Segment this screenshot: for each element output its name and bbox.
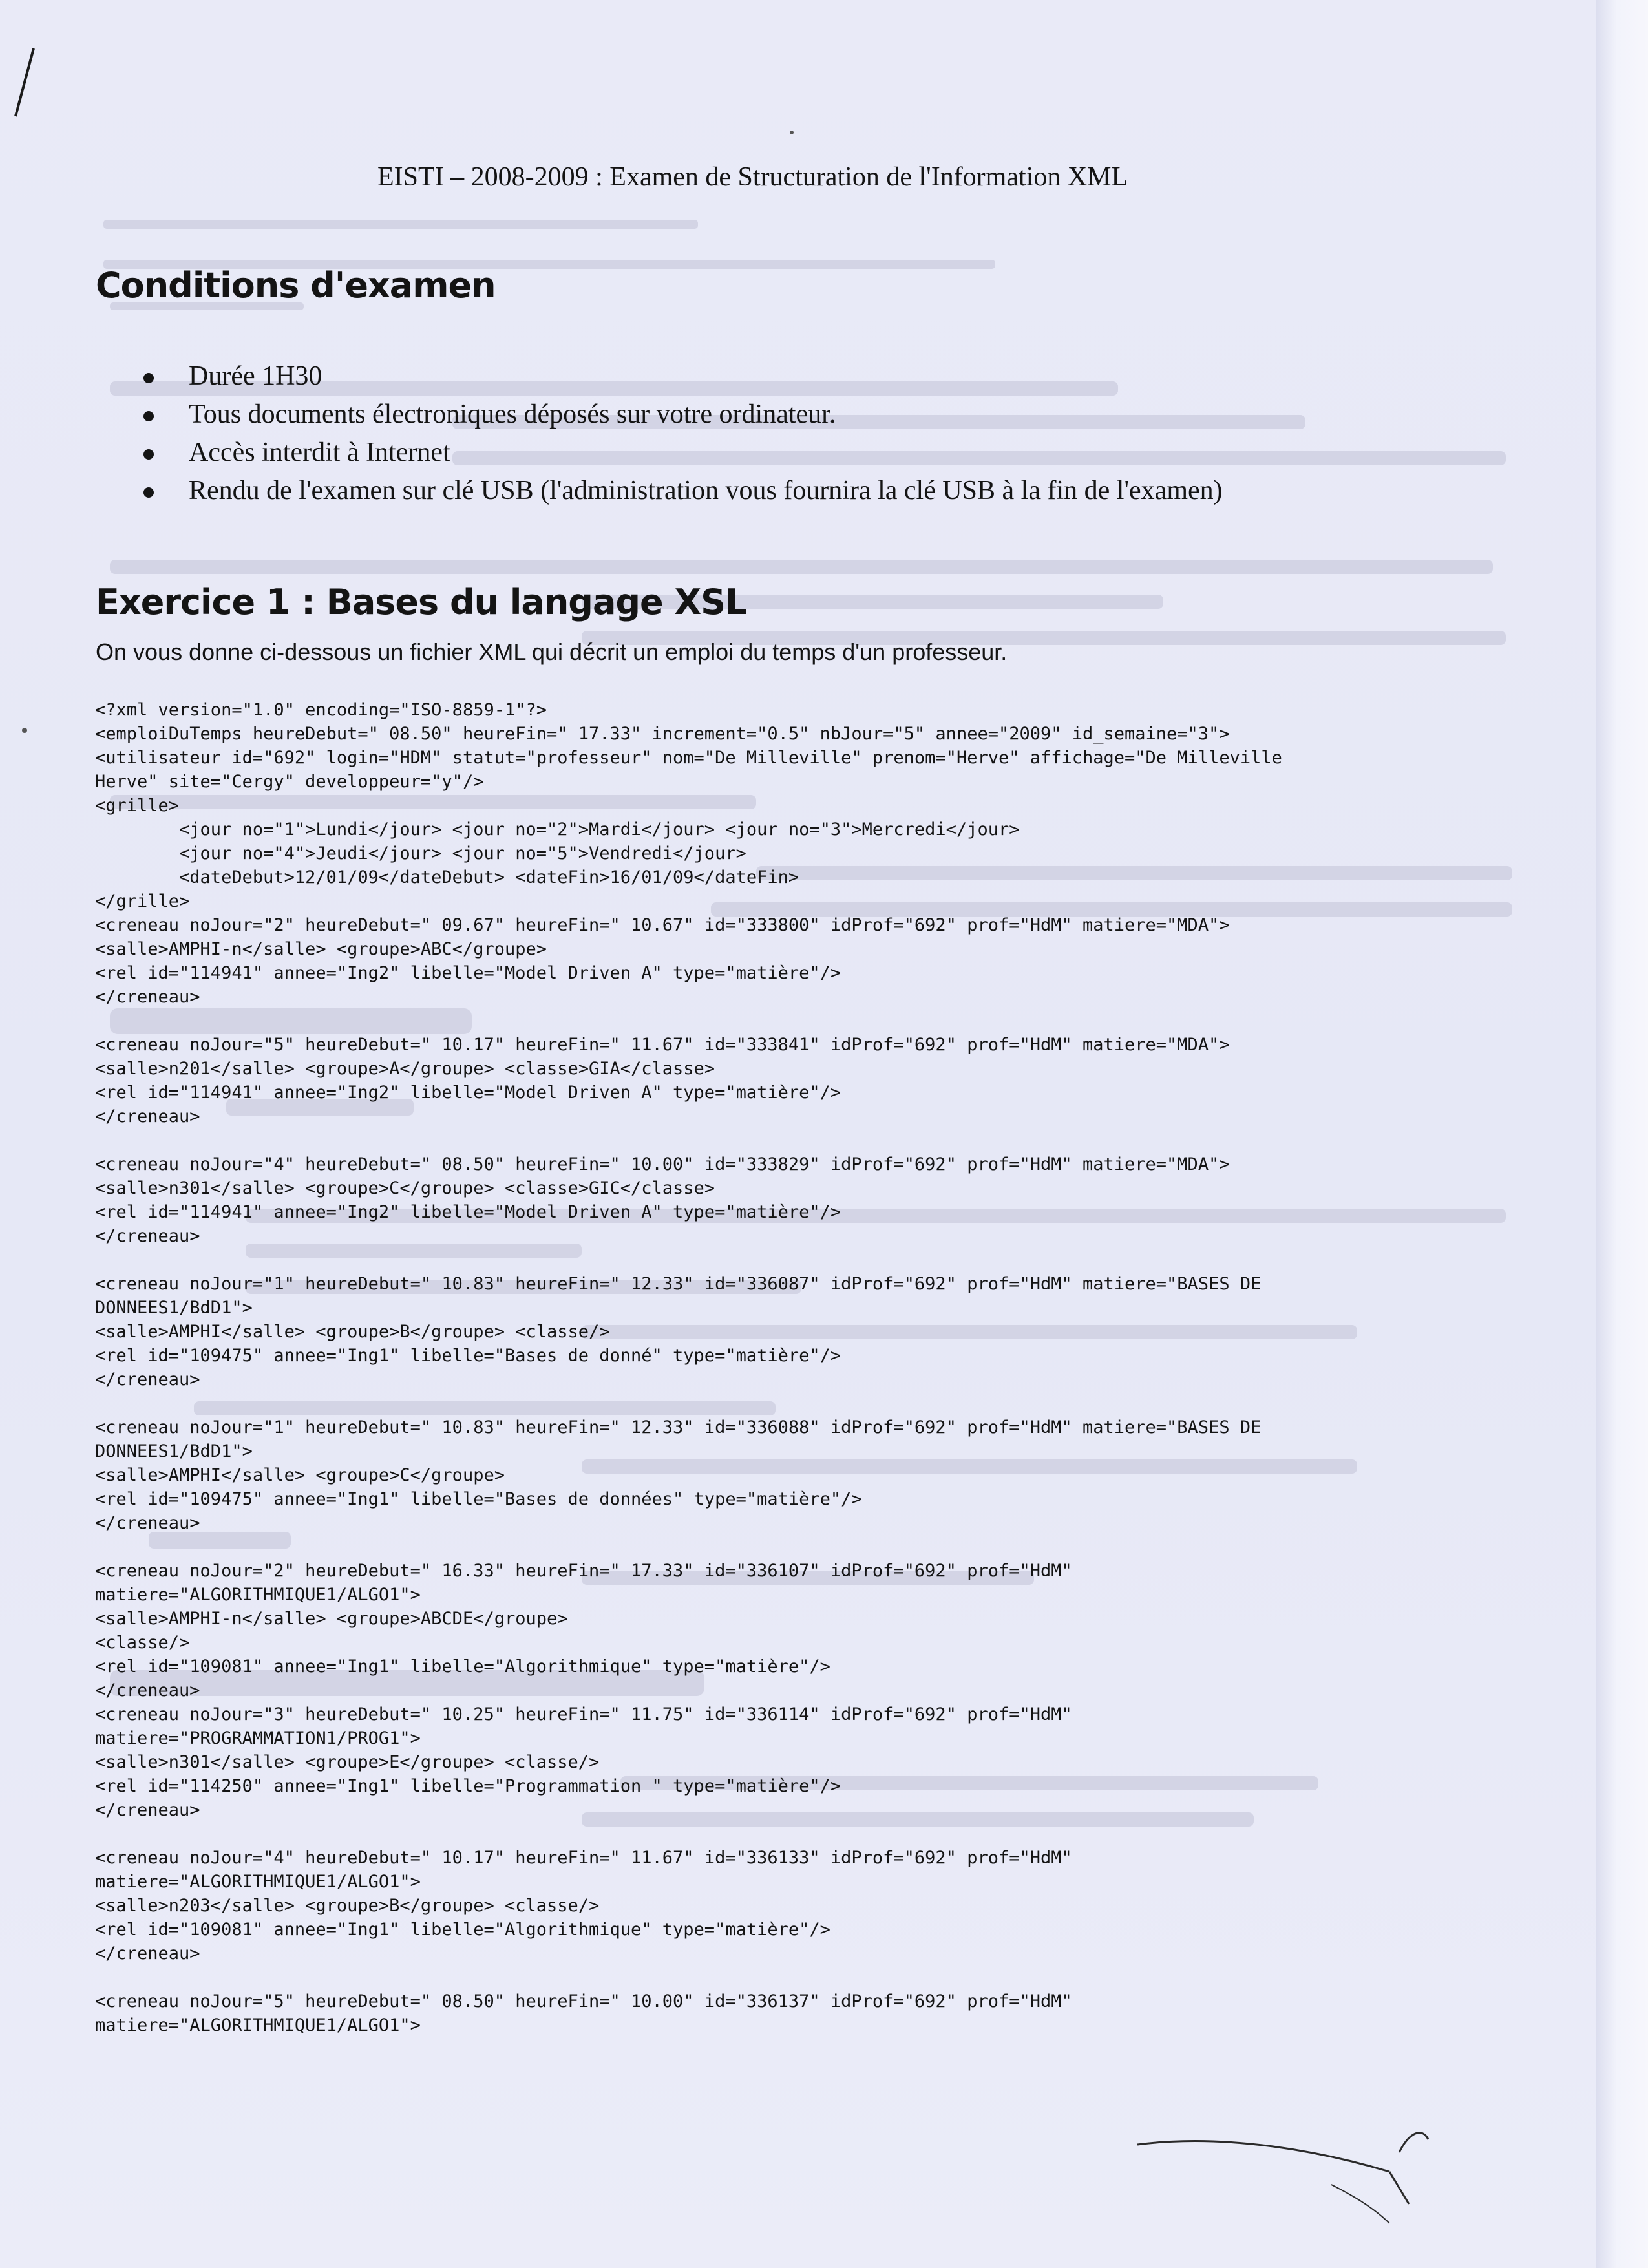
code-line: <rel id="114250" annee="Ing1" libelle="Programmation " type="matière"/> [95,1776,841,1796]
code-line: <rel id="114941" annee="Ing2" libelle="Model Driven A" type="matière"/> [95,963,841,983]
code-line: <rel id="109475" annee="Ing1" libelle="Bases de données" type="matière"/> [95,1489,862,1509]
code-line: matiere="ALGORITHMIQUE1/ALGO1"> [95,1872,421,1892]
code-line: <salle>AMPHI</salle> <groupe>C</groupe> [95,1465,505,1485]
code-line: </creneau> [95,1107,200,1127]
condition-text: Durée 1H30 [189,361,322,391]
code-line [95,1248,1517,1272]
code-line: </creneau> [95,1370,200,1390]
code-line: </creneau> [95,1944,200,1964]
code-line: <creneau noJour="4" heureDebut=" 10.17" heureFin=" 11.67" id="336133" idProf="692" prof="HdM" [95,1848,1072,1868]
code-line: </creneau> [95,1680,200,1701]
code-line: <salle>AMPHI-n</salle> <groupe>ABCDE</groupe> [95,1609,568,1629]
code-line [95,1535,1517,1559]
code-line [95,1966,1517,1989]
code-line: <salle>n301</salle> <groupe>E</groupe> <classe/> [95,1752,600,1772]
document-header: EISTI – 2008-2009 : Examen de Structuration de l'Information XML [377,162,1128,192]
code-line: <creneau noJour="5" heureDebut=" 10.17" heureFin=" 11.67" id="333841" idProf="692" prof="HdM" matiere="MDA"> [95,1035,1230,1055]
bullet-icon [143,411,154,421]
code-line: </grille> [95,891,190,911]
condition-text: Rendu de l'examen sur clé USB (l'administration vous fournira la clé USB à la fin de l'examen) [189,476,1223,505]
code-line: <salle>AMPHI</salle> <groupe>B</groupe> <classe/> [95,1322,610,1342]
code-line: matiere="ALGORITHMIQUE1/ALGO1"> [95,1585,421,1605]
code-line: DONNEES1/BdD1"> [95,1441,253,1461]
code-line: matiere="PROGRAMMATION1/PROG1"> [95,1728,421,1748]
condition-item [136,357,1223,396]
condition-text: Tous documents électroniques déposés sur votre ordinateur. [189,399,836,429]
code-line: matiere="ALGORITHMIQUE1/ALGO1"> [95,2015,421,2035]
code-line: <salle>n201</salle> <groupe>A</groupe> <classe>GIA</classe> [95,1059,715,1079]
xml-listing [95,698,1517,2037]
condition-item [136,434,1223,472]
code-line: <creneau noJour="4" heureDebut=" 08.50" heureFin=" 10.00" id="333829" idProf="692" prof="HdM" matiere="MDA"> [95,1154,1230,1174]
code-line: <jour no="4">Jeudi</jour> <jour no="5">Vendredi</jour> [95,843,746,864]
code-line: <salle>n301</salle> <groupe>C</groupe> <classe>GIC</classe> [95,1178,715,1198]
code-line: <creneau noJour="2" heureDebut=" 09.67" heureFin=" 10.67" id="333800" idProf="692" prof="HdM" matiere="MDA"> [95,915,1230,935]
exercise1-heading: Exercice 1 : Bases du langage XSL [96,582,747,622]
code-line: <creneau noJour="1" heureDebut=" 10.83" heureFin=" 12.33" id="336088" idProf="692" prof="HdM" matiere="BASES DE [95,1417,1262,1437]
conditions-heading: Conditions d'examen [96,265,496,306]
code-line: <rel id="114941" annee="Ing2" libelle="Model Driven A" type="matière"/> [95,1083,841,1103]
code-line [95,1392,1517,1415]
code-line [95,1129,1517,1152]
code-line: <emploiDuTemps heureDebut=" 08.50" heureFin=" 17.33" increment="0.5" nbJour="5" annee="2009" id_semaine="3"> [95,724,1230,744]
code-line: <creneau noJour="1" heureDebut=" 10.83" heureFin=" 12.33" id="336087" idProf="692" prof="HdM" matiere="BASES DE [95,1274,1262,1294]
code-line: Herve" site="Cergy" developpeur="y"/> [95,772,484,792]
code-line: </creneau> [95,1513,200,1533]
bullet-icon [143,487,154,498]
code-line: <grille> [95,796,180,816]
code-line: <rel id="114941" annee="Ing2" libelle="Model Driven A" type="matière"/> [95,1202,841,1222]
code-line: <creneau noJour="5" heureDebut=" 08.50" heureFin=" 10.00" id="336137" idProf="692" prof="HdM" [95,1991,1072,2011]
code-line [95,1009,1517,1033]
code-line: <rel id="109081" annee="Ing1" libelle="Algorithmique" type="matière"/> [95,1657,830,1677]
code-line: <?xml version="1.0" encoding="ISO-8859-1"?> [95,700,547,720]
code-line: <salle>AMPHI-n</salle> <groupe>ABC</groupe> [95,939,547,959]
code-line: </creneau> [95,1226,200,1246]
code-line: <creneau noJour="3" heureDebut=" 10.25" heureFin=" 11.75" id="336114" idProf="692" prof="HdM" [95,1704,1072,1724]
condition-text: Accès interdit à Internet [189,438,450,467]
code-line: <salle>n203</salle> <groupe>B</groupe> <classe/> [95,1896,600,1916]
code-line: <jour no="1">Lundi</jour> <jour no="2">Mardi</jour> <jour no="3">Mercredi</jour> [95,820,1020,840]
code-line [95,1822,1517,1846]
code-line: <rel id="109475" annee="Ing1" libelle="Bases de donné" type="matière"/> [95,1346,841,1366]
code-line: </creneau> [95,1800,200,1820]
bullet-icon [143,373,154,383]
exercise1-intro: On vous donne ci-dessous un fichier XML qui décrit un emploi du temps d'un professeur. [96,639,1008,665]
code-line: <rel id="109081" annee="Ing1" libelle="Algorithmique" type="matière"/> [95,1920,830,1940]
bullet-icon [143,449,154,460]
code-line: DONNEES1/BdD1"> [95,1298,253,1318]
code-line: <utilisateur id="692" login="HDM" statut="professeur" nom="De Milleville" prenom="Herve" affichage="De Milleville [95,748,1282,768]
conditions-list [136,357,1223,510]
code-line: </creneau> [95,987,200,1007]
condition-item [136,396,1223,434]
code-line: <classe/> [95,1633,190,1653]
code-line: <dateDebut>12/01/09</dateDebut> <dateFin>16/01/09</dateFin> [95,867,799,887]
condition-item [136,472,1223,510]
code-line: <creneau noJour="2" heureDebut=" 16.33" heureFin=" 17.33" id="336107" idProf="692" prof="HdM" [95,1561,1072,1581]
